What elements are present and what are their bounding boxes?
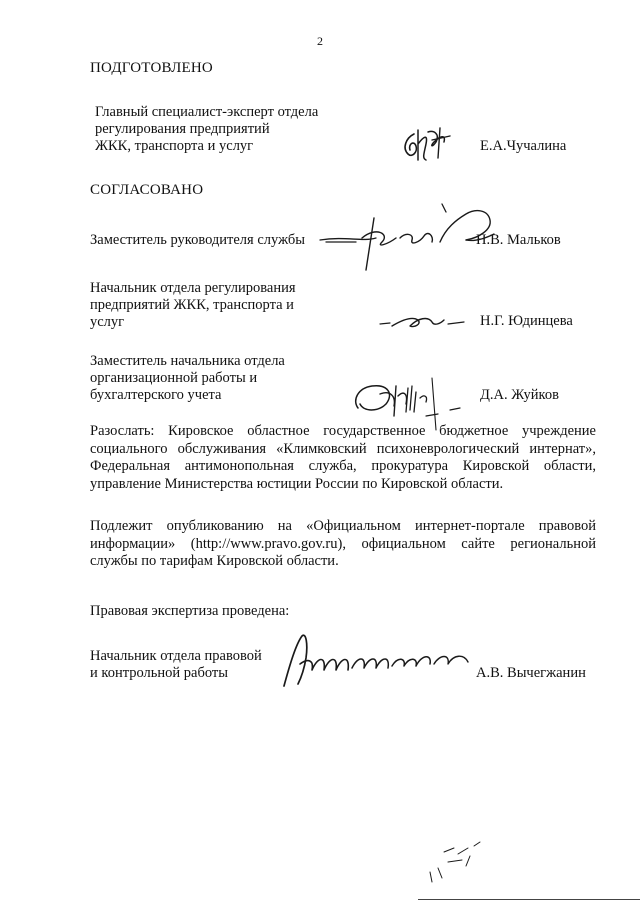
prepared-position-line: Главный специалист-эксперт отдела <box>95 104 319 120</box>
prepared-heading: ПОДГОТОВЛЕНО <box>90 60 213 76</box>
agreed-signer-3-position-line: Заместитель начальника отдела <box>90 353 285 369</box>
agreed-signer-1-position-line: Заместитель руководителя службы <box>90 232 306 248</box>
prepared-name: Е.А.Чучалина <box>480 138 567 154</box>
prepared-position <box>95 104 318 155</box>
agreed-signer-2-name: Н.Г. Юдинцева <box>480 313 573 329</box>
publication-paragraph: Подлежит опубликованию на «Официальном интернет-портале правовой информации» (http://www.pravo.gov.ru), официальном сайте региональной службы по тарифам Кировской области. <box>90 518 596 569</box>
legal-review-heading: Правовая экспертиза проведена: <box>90 603 290 619</box>
agreed-heading: СОГЛАСОВАНО <box>90 182 204 198</box>
agreed-signer-1-name: Н.В. Мальков <box>476 232 561 248</box>
signature-malkov <box>316 198 506 276</box>
signature-chuchalina <box>396 124 456 166</box>
agreed-signer-3-position-line: бухгалтерского учета <box>90 387 222 403</box>
agreed-signer-3-position <box>90 353 285 404</box>
signature-vychegzhanin <box>278 624 478 694</box>
agreed-signer-2-position-line: предприятий ЖКК, транспорта и <box>90 297 294 313</box>
page-number: 2 <box>317 34 323 48</box>
agreed-signer-2-position-line: услуг <box>90 314 125 330</box>
legal-review-position <box>90 648 262 682</box>
legal-review-position-line: Начальник отдела правовой <box>90 648 262 664</box>
agreed-signer-2-position <box>90 280 296 331</box>
bottom-rule <box>418 899 640 900</box>
agreed-signer-3-name: Д.А. Жуйков <box>480 387 559 403</box>
signature-yudintseva <box>378 306 470 336</box>
agreed-signer-3-position-line: организационной работы и <box>90 370 258 386</box>
faint-stamp-marks <box>424 838 494 888</box>
legal-review-name: А.В. Вычегжанин <box>476 665 586 681</box>
agreed-signer-1-position <box>90 232 305 249</box>
prepared-position-line: регулирования предприятий <box>95 121 270 137</box>
prepared-position-line: ЖКК, транспорта и услуг <box>95 138 254 154</box>
legal-review-position-line: и контрольной работы <box>90 665 228 681</box>
distribution-paragraph: Разослать: Кировское областное государственное бюджетное учреждение социального обслуживания «Климковский психоневрологический интернат», Федеральная антимонопольная служба, прокуратура Кировской области, управление Министерства юстиции России по Кировской области. <box>90 423 596 492</box>
agreed-signer-2-position-line: Начальник отдела регулирования <box>90 280 296 296</box>
